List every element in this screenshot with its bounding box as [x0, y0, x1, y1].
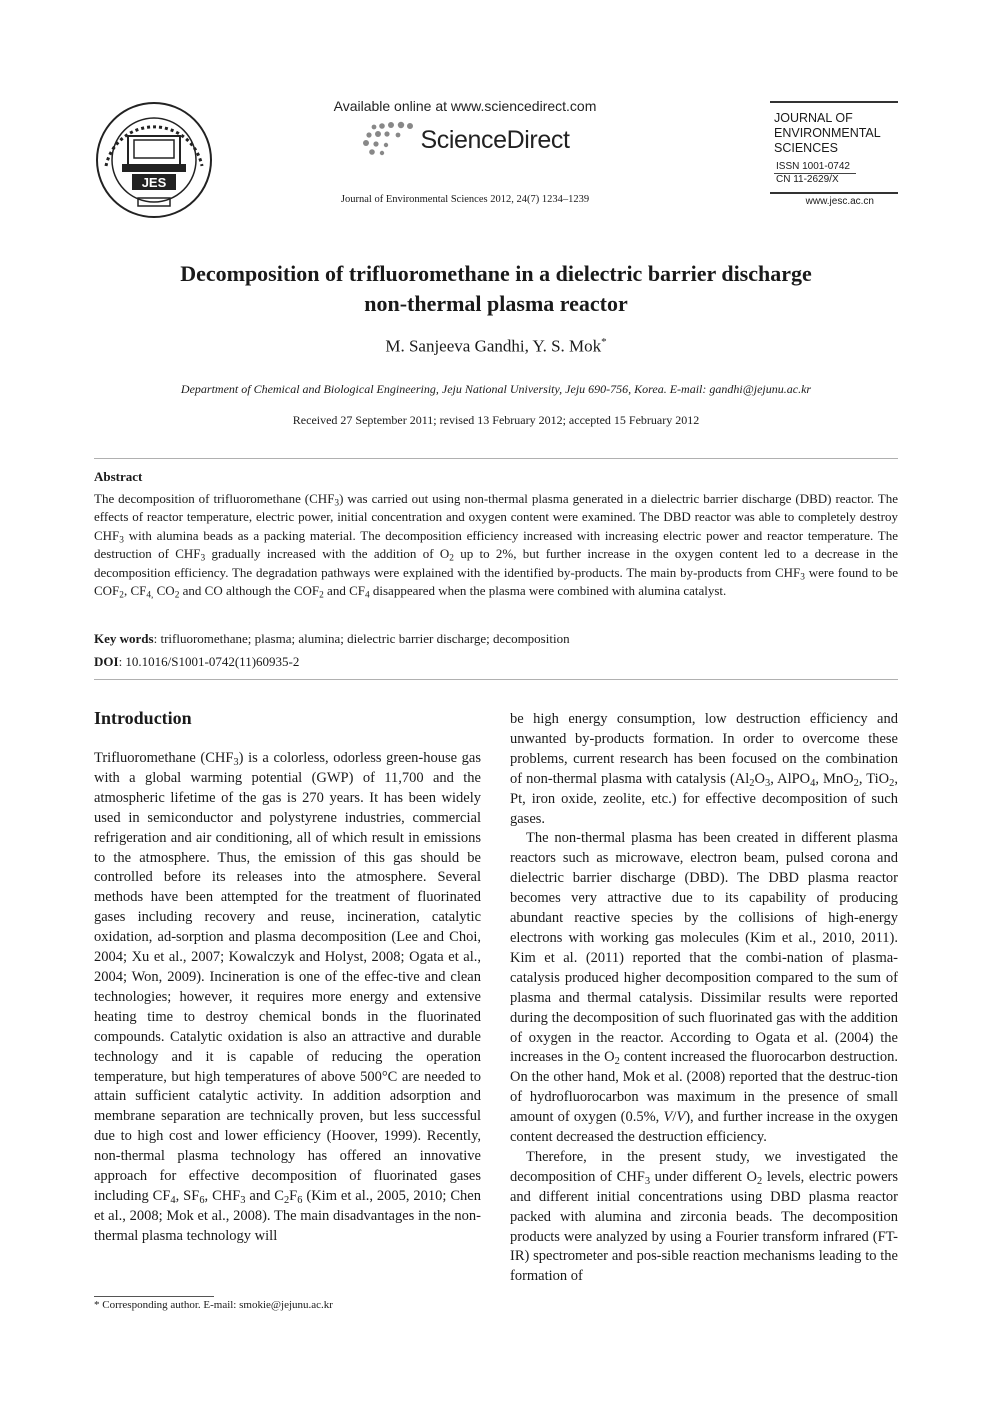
jes-logo — [92, 100, 216, 220]
paper-title-line: non-thermal plasma reactor — [364, 291, 628, 316]
journal-cn: CN 11-2629/X — [776, 174, 839, 185]
sciencedirect-dots-icon — [360, 121, 418, 159]
body-column-left — [94, 749, 481, 1247]
divider — [94, 679, 898, 680]
footnote: * Corresponding author. E-mail: smokie@jejunu.ac.kr — [94, 1299, 333, 1311]
keywords-label: Key words — [94, 631, 154, 646]
publisher-header — [310, 98, 620, 205]
affiliation: Department of Chemical and Biological Engineering, Jeju National University, Jeju 690-756, Korea. E-mail: gandhi@jejunu.ac.kr — [180, 382, 812, 396]
introduction-heading: Introduction — [94, 708, 192, 728]
divider — [770, 101, 898, 103]
corresponding-mark[interactable]: * — [601, 336, 607, 348]
doi-text[interactable]: : 10.1016/S1001-0742(11)60935-2 — [118, 654, 300, 669]
paragraph: Therefore, in the present study, we investigated the decomposition of $CHF_3$ under different $O_2$ levels, electric powers and different initial concentrations using DBD plasma reactor packed with alumina and zirconia beads. The decomposition products were analyzed by using a Fourier transform infrared (FT-IR) spectrometer and pos-sible reaction mechanisms leading to the formation of — [510, 1148, 899, 1285]
doi-label: DOI — [94, 654, 119, 669]
journal-issn: ISSN 1001-0742 — [776, 161, 850, 172]
journal-citation: Journal of Environmental Sciences 2012, 24(7) 1234–1239 — [340, 194, 590, 205]
logo-text: JES — [141, 175, 167, 190]
paper-title-line: Decomposition of trifluoromethane in a dielectric barrier discharge — [180, 261, 812, 286]
abstract-body: The decomposition of trifluoromethane $(CHF_3)$ was carried out using non-thermal plasma generated in a dielectric barrier discharge (DBD) reactor. The effects of reactor temperature, electric power, initial concentration and oxygen content were examined. The DBD reactor was able to completely destroy $CHF_3$ with alumina beads as a packing material. The decomposition efficiency increased with increasing electric power and reactor temperature. The destruction of $CHF_3$ gradually increased with the addition of $O_2$ up to 2%, but further increase in the oxygen content led to a decrease in the decomposition efficiency. The degradation pathways were explained with the identified by-products. The main by-products from $CHF_3$ were found to be $COF_2$, $CF_{4,}$ $CO_2$ and CO although the $COF_2$ and $CF_4$ disappeared when the plasma were combined with alumina catalyst. — [94, 491, 899, 601]
divider — [770, 192, 898, 194]
paragraph: be high energy consumption, low destruction efficiency and unwanted by-products formation. In order to overcome these problems, current research has been focused on the combination of non-thermal plasma with catalysis ($Al_2O_3$, AlPO$_4$, MnO$_2$, TiO$_2$, Pt, iron oxide, zeolite, etc.) for effective decomposition of such gases. — [510, 711, 898, 827]
body-column-right — [510, 710, 898, 1287]
footnote-divider — [94, 1296, 214, 1297]
journal-title-line: SCIENCES — [774, 141, 838, 155]
paper-title — [60, 259, 932, 319]
authors-text: M. Sanjeeva Gandhi, Y. S. Mok — [385, 336, 602, 356]
abstract-heading: Abstract — [94, 469, 143, 484]
doi — [94, 654, 898, 670]
author-list — [60, 336, 932, 357]
journal-title-line: JOURNAL OF — [774, 111, 853, 125]
keywords — [94, 631, 898, 647]
sciencedirect-logo[interactable] — [310, 120, 620, 160]
journal-website-link[interactable]: www.jesc.ac.cn — [805, 196, 874, 207]
sciencedirect-name: ScienceDirect — [420, 125, 570, 154]
keywords-text: : trifluoromethane; plasma; alumina; dielectric barrier discharge; decomposition — [153, 631, 570, 646]
journal-title-line: ENVIRONMENTAL — [774, 126, 881, 140]
divider — [94, 458, 898, 459]
available-online-text[interactable]: Available online at www.sciencedirect.com — [333, 98, 597, 114]
journal-title — [774, 111, 898, 156]
paragraph: The non-thermal plasma has been created in different plasma reactors such as microwave, electron beam, pulsed corona and dielectric barrier discharge (DBD). The DBD plasma reactor becomes very attractive due to its capability of producing abundant reactive species by the collisions of high-energy electrons with working gas molecules (Kim et al., 2010, 2011). Kim et al. (2011) reported that the combi-nation of plasma-catalysis produced higher decomposition compared to the sum of plasma and thermal catalysis. Dissimilar results were reported during the decomposition of such fluorinated gas with the addition of oxygen in the reactor. According to Ogata et al. (2004) the increases in the $O_2$ content increased the fluorocarbon destruction. On the other hand, Mok et al. (2008) reported that the destruc-tion of hydrofluorocarbon was maximum in the presence of small amount of oxygen (0.5%, V/V), and further increase in the oxygen content decreased the destruction efficiency. — [510, 830, 899, 1146]
journal-info-box — [770, 101, 898, 207]
received-dates: Received 27 September 2011; revised 13 February 2012; accepted 15 February 2012 — [292, 413, 700, 427]
paragraph: Trifluoromethane $(CHF_3)$ is a colorless, odorless green-house gas with a global warming potential (GWP) of 11,700 and the atmospheric lifetime of the gas is 270 years. It has been widely used in semiconductor and polystyrene industries, commercial refrigeration and air conditioning, all of which result in emissions to the atmosphere. Thus, the emission of this gas should be controlled before its releases into the atmosphere. Several methods have been attempted for the treatment of fluorinated gases including recovery and reuse, incineration, catalytic oxidation, ad-sorption and plasma decomposition (Lee and Choi, 2004; Xu et al., 2007; Kowalczyk and Holyst, 2008; Ogata et al., 2004; Won, 2009). Incineration is one of the effec-tive and clean technologies; however, it requires more energy and extensive heating time to destroy chemical bonds in the fluorinated compounds. Catalytic oxidation is also an attractive and durable technology and it is capable of reducing the operation temperature, but high temperatures of above 500°C are needed to attain sufficient catalytic activity. In addition adsorption and membrane separation are technically proven, but less successful due to high cost and lower efficiency (Hoover, 1999). Recently, non-thermal plasma technology has offered an innovative approach for effective decomposition of fluorinated gases including $CF_4$, $SF_6$, $CHF_3$ and $C_2F_6$ (Kim et al., 2005, 2010; Chen et al., 2008; Mok et al., 2008). The main disadvantages in the non-thermal plasma technology will — [94, 750, 481, 1244]
